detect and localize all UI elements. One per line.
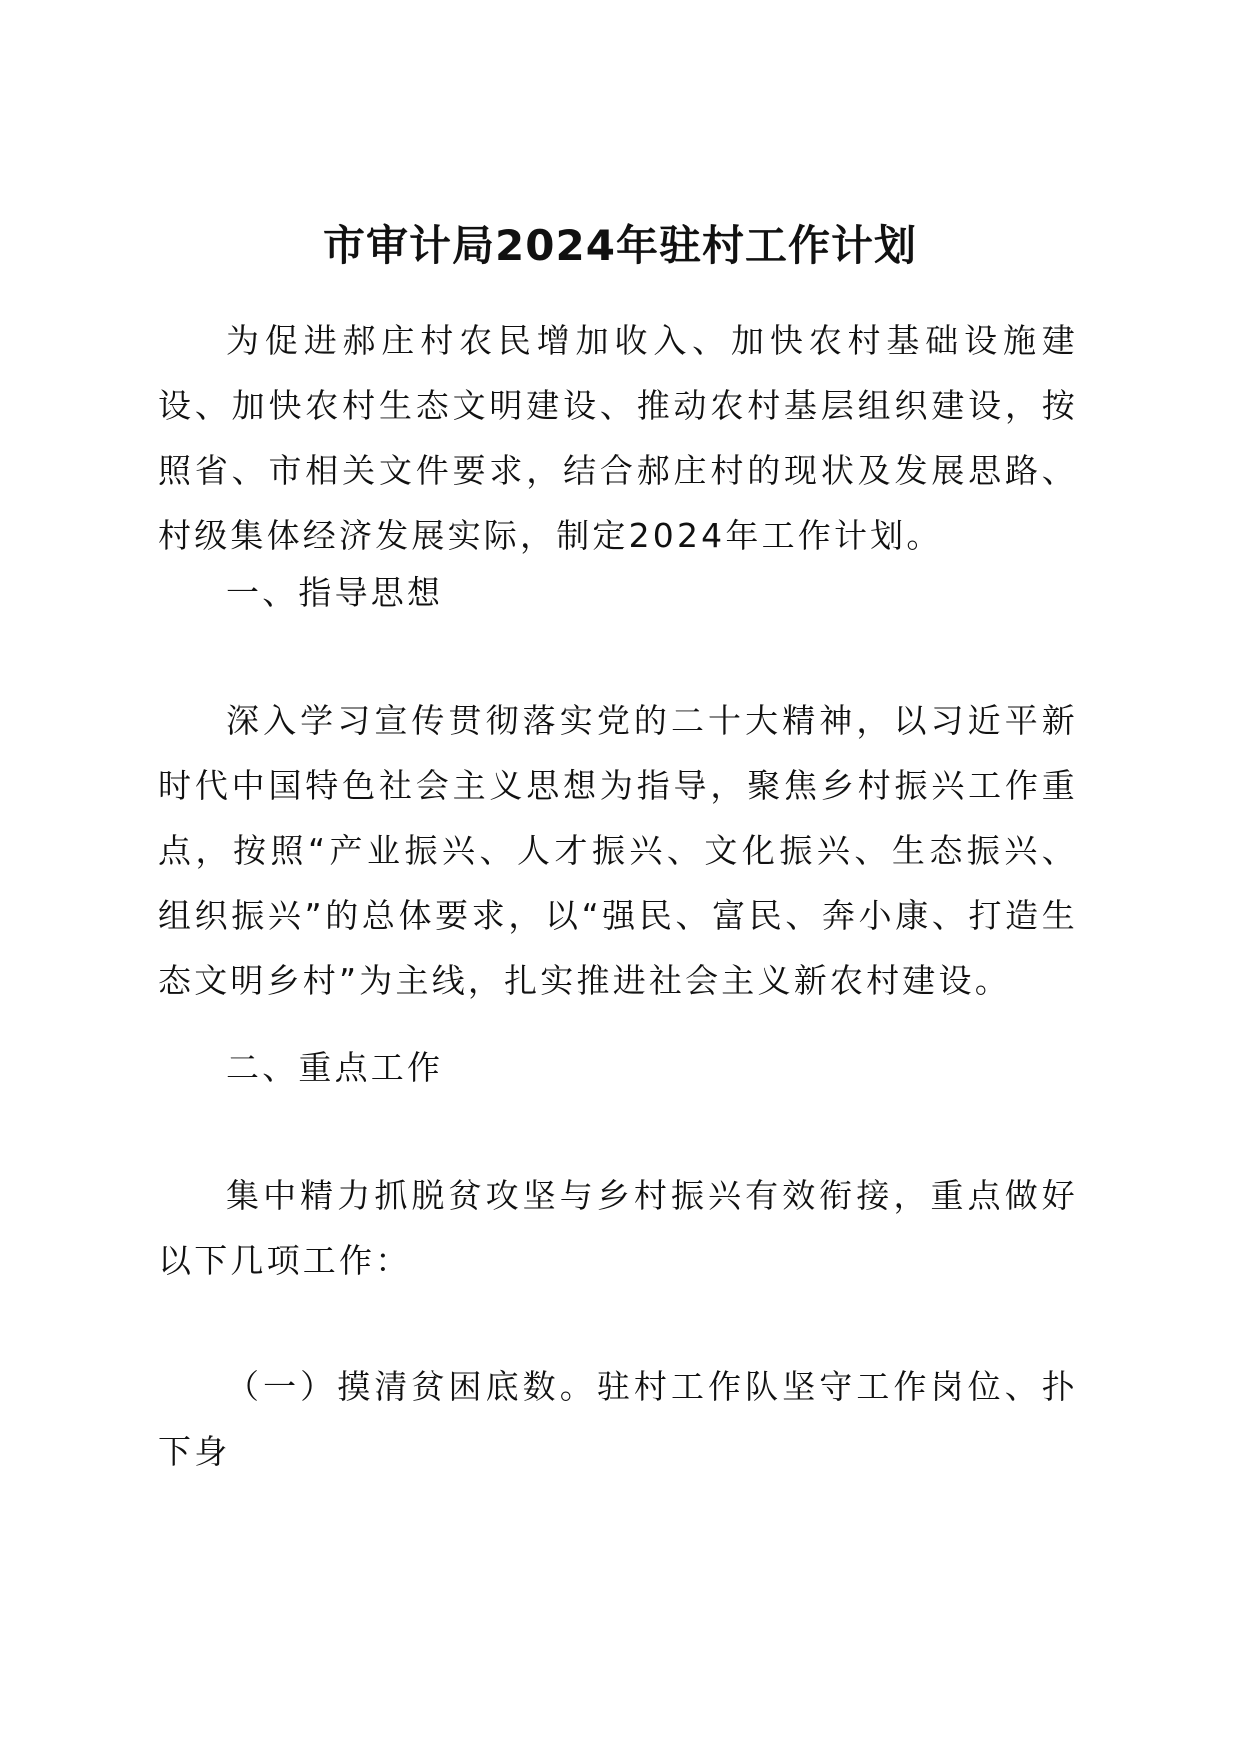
section-2-item-1-block	[158, 1354, 1078, 1484]
section-2-body	[158, 1163, 1078, 1293]
section-2-heading: 二、重点工作	[226, 1048, 444, 1087]
section-1-block	[158, 560, 1078, 625]
section-1-heading: 一、指导思想	[226, 573, 444, 612]
section-2-block	[158, 1035, 1078, 1100]
section-1-body	[158, 688, 1078, 1013]
section-2-paragraph: 集中精力抓脱贫攻坚与乡村振兴有效衔接，重点做好以下几项工作：	[158, 1176, 1078, 1280]
section-1-paragraph: 深入学习宣传贯彻落实党的二十大精神，以习近平新时代中国特色社会主义思想为指导，聚焦乡村振兴工作重点，按照“产业振兴、人才振兴、文化振兴、生态振兴、组织振兴”的总体要求，以“强民、富民、奔小康、打造生态文明乡村”为主线，扎实推进社会主义新农村建设。	[158, 701, 1078, 1000]
intro-block	[158, 308, 1078, 568]
intro-paragraph: 为促进郝庄村农民增加收入、加快农村基础设施建设、加快农村生态文明建设、推动农村基层组织建设，按照省、市相关文件要求，结合郝庄村的现状及发展思路、村级集体经济发展实际，制定2024年工作计划。	[158, 321, 1078, 555]
document-title: 市审计局2024年驻村工作计划	[323, 221, 917, 270]
section-2-item-1: （一）摸清贫困底数。驻村工作队坚守工作岗位、扑下身	[158, 1367, 1078, 1471]
